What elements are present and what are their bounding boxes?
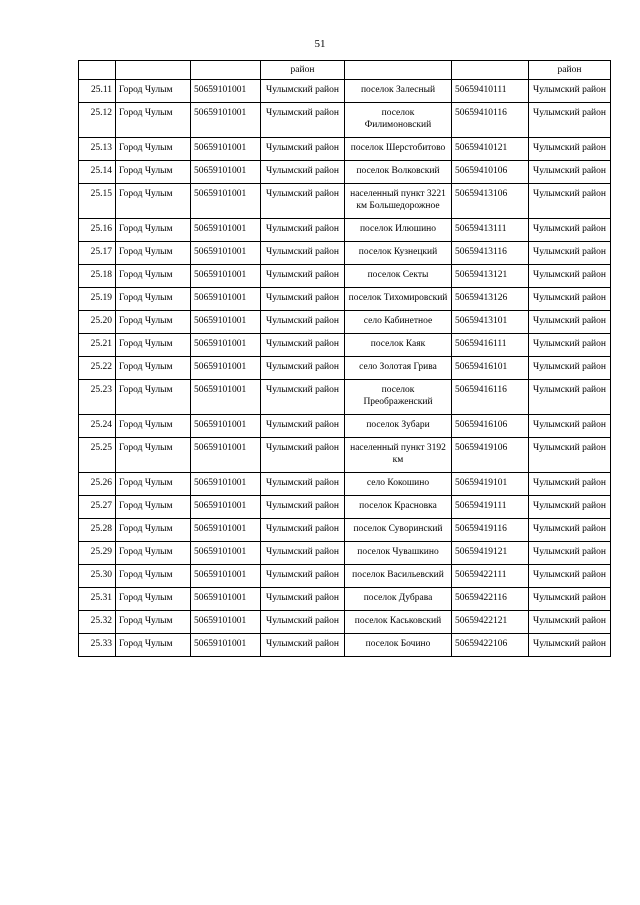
table-row	[79, 496, 611, 519]
cell-settlement: поселок Шерстобитово	[345, 138, 452, 161]
cell-district: Чулымский район	[261, 565, 345, 588]
cell-settlement-district: Чулымский район	[529, 496, 611, 519]
cell-settlement: поселок Бочино	[345, 634, 452, 657]
cell-settlement: поселок Залесный	[345, 80, 452, 103]
cell-city: Город Чулым	[116, 242, 191, 265]
settlements-table	[78, 60, 611, 657]
cell-oktmo-settlement: 50659413126	[452, 288, 529, 311]
cell-city: Город Чулым	[116, 565, 191, 588]
cell-district: Чулымский район	[261, 611, 345, 634]
cell-oktmo-settlement: 50659422111	[452, 565, 529, 588]
cell-oktmo-settlement	[452, 61, 529, 80]
cell-settlement-district: район	[529, 61, 611, 80]
cell-settlement-district: Чулымский район	[529, 138, 611, 161]
cell-oktmo-city: 50659101001	[191, 473, 261, 496]
cell-district: Чулымский район	[261, 219, 345, 242]
cell-number: 25.12	[79, 103, 116, 138]
cell-oktmo-city: 50659101001	[191, 565, 261, 588]
table-row	[79, 634, 611, 657]
cell-settlement: поселок Секты	[345, 265, 452, 288]
cell-district: Чулымский район	[261, 519, 345, 542]
cell-city: Город Чулым	[116, 611, 191, 634]
table-row	[79, 80, 611, 103]
cell-city: Город Чулым	[116, 265, 191, 288]
cell-settlement-district: Чулымский район	[529, 219, 611, 242]
cell-number: 25.29	[79, 542, 116, 565]
cell-settlement-district: Чулымский район	[529, 415, 611, 438]
cell-number: 25.33	[79, 634, 116, 657]
cell-oktmo-city: 50659101001	[191, 519, 261, 542]
cell-city: Город Чулым	[116, 380, 191, 415]
cell-district: Чулымский район	[261, 588, 345, 611]
cell-number: 25.16	[79, 219, 116, 242]
cell-oktmo-settlement: 50659416111	[452, 334, 529, 357]
cell-city: Город Чулым	[116, 357, 191, 380]
cell-oktmo-settlement: 50659416101	[452, 357, 529, 380]
cell-number: 25.15	[79, 184, 116, 219]
cell-number: 25.26	[79, 473, 116, 496]
cell-number: 25.25	[79, 438, 116, 473]
cell-number: 25.28	[79, 519, 116, 542]
cell-oktmo-settlement: 50659413116	[452, 242, 529, 265]
cell-district: Чулымский район	[261, 380, 345, 415]
cell-district: Чулымский район	[261, 496, 345, 519]
cell-district: Чулымский район	[261, 473, 345, 496]
cell-city	[116, 61, 191, 80]
cell-number: 25.19	[79, 288, 116, 311]
cell-number: 25.17	[79, 242, 116, 265]
table-row	[79, 565, 611, 588]
cell-city: Город Чулым	[116, 438, 191, 473]
cell-district: Чулымский район	[261, 103, 345, 138]
cell-oktmo-settlement: 50659419116	[452, 519, 529, 542]
table-row	[79, 265, 611, 288]
cell-settlement-district: Чулымский район	[529, 473, 611, 496]
cell-settlement-district: Чулымский район	[529, 184, 611, 219]
cell-settlement-district: Чулымский район	[529, 438, 611, 473]
cell-oktmo-city: 50659101001	[191, 288, 261, 311]
cell-district: Чулымский район	[261, 415, 345, 438]
cell-oktmo-settlement: 50659410106	[452, 161, 529, 184]
cell-number: 25.22	[79, 357, 116, 380]
cell-city: Город Чулым	[116, 161, 191, 184]
cell-settlement: поселок Каяк	[345, 334, 452, 357]
cell-number	[79, 61, 116, 80]
cell-district: Чулымский район	[261, 138, 345, 161]
cell-settlement: поселок Волковский	[345, 161, 452, 184]
table-row-continuation	[79, 61, 611, 80]
table-row	[79, 357, 611, 380]
cell-settlement-district: Чулымский район	[529, 611, 611, 634]
cell-settlement: поселок Илюшино	[345, 219, 452, 242]
cell-settlement-district: Чулымский район	[529, 380, 611, 415]
cell-settlement: поселок Васильевский	[345, 565, 452, 588]
table-row	[79, 311, 611, 334]
cell-settlement-district: Чулымский район	[529, 542, 611, 565]
table-row	[79, 542, 611, 565]
cell-settlement: поселок Суворинский	[345, 519, 452, 542]
cell-settlement-district: Чулымский район	[529, 519, 611, 542]
cell-oktmo-city: 50659101001	[191, 542, 261, 565]
cell-oktmo-settlement: 50659419111	[452, 496, 529, 519]
table-row	[79, 473, 611, 496]
cell-district: Чулымский район	[261, 311, 345, 334]
page-number: 51	[314, 38, 326, 50]
cell-oktmo-settlement: 50659410116	[452, 103, 529, 138]
cell-city: Город Чулым	[116, 80, 191, 103]
cell-settlement-district: Чулымский район	[529, 565, 611, 588]
cell-settlement-district: Чулымский район	[529, 634, 611, 657]
cell-settlement-district: Чулымский район	[529, 288, 611, 311]
cell-settlement: село Кокошино	[345, 473, 452, 496]
cell-city: Город Чулым	[116, 311, 191, 334]
cell-district: Чулымский район	[261, 634, 345, 657]
cell-oktmo-settlement: 50659413111	[452, 219, 529, 242]
cell-district: Чулымский район	[261, 265, 345, 288]
table-row	[79, 438, 611, 473]
cell-oktmo-city	[191, 61, 261, 80]
cell-settlement: населенный пункт 3221 км Большедорожное	[345, 184, 452, 219]
cell-number: 25.32	[79, 611, 116, 634]
cell-number: 25.30	[79, 565, 116, 588]
cell-settlement: поселок Преображенский	[345, 380, 452, 415]
cell-number: 25.11	[79, 80, 116, 103]
cell-district: Чулымский район	[261, 334, 345, 357]
cell-oktmo-settlement: 50659413101	[452, 311, 529, 334]
cell-settlement-district: Чулымский район	[529, 242, 611, 265]
table-row	[79, 184, 611, 219]
cell-settlement: населенный пункт 3192 км	[345, 438, 452, 473]
cell-oktmo-city: 50659101001	[191, 219, 261, 242]
cell-oktmo-city: 50659101001	[191, 265, 261, 288]
cell-district: Чулымский район	[261, 542, 345, 565]
cell-city: Город Чулым	[116, 219, 191, 242]
cell-oktmo-city: 50659101001	[191, 496, 261, 519]
cell-settlement-district: Чулымский район	[529, 161, 611, 184]
cell-settlement: поселок Кузнецкий	[345, 242, 452, 265]
table-row	[79, 334, 611, 357]
cell-oktmo-city: 50659101001	[191, 357, 261, 380]
cell-city: Город Чулым	[116, 103, 191, 138]
table-row	[79, 519, 611, 542]
cell-oktmo-city: 50659101001	[191, 80, 261, 103]
table-row	[79, 103, 611, 138]
cell-city: Город Чулым	[116, 288, 191, 311]
cell-settlement-district: Чулымский район	[529, 334, 611, 357]
cell-oktmo-settlement: 50659422121	[452, 611, 529, 634]
cell-district: Чулымский район	[261, 438, 345, 473]
cell-city: Город Чулым	[116, 334, 191, 357]
cell-number: 25.27	[79, 496, 116, 519]
table-row	[79, 380, 611, 415]
cell-city: Город Чулым	[116, 496, 191, 519]
cell-district: Чулымский район	[261, 161, 345, 184]
cell-settlement: поселок Чувашкино	[345, 542, 452, 565]
table-row	[79, 138, 611, 161]
cell-settlement-district: Чулымский район	[529, 80, 611, 103]
cell-number: 25.13	[79, 138, 116, 161]
cell-oktmo-settlement: 50659410121	[452, 138, 529, 161]
cell-settlement-district: Чулымский район	[529, 103, 611, 138]
cell-oktmo-settlement: 50659410111	[452, 80, 529, 103]
cell-oktmo-city: 50659101001	[191, 311, 261, 334]
cell-city: Город Чулым	[116, 542, 191, 565]
cell-oktmo-settlement: 50659419106	[452, 438, 529, 473]
cell-settlement-district: Чулымский район	[529, 265, 611, 288]
cell-oktmo-city: 50659101001	[191, 161, 261, 184]
cell-city: Город Чулым	[116, 634, 191, 657]
cell-settlement: поселок Каськовский	[345, 611, 452, 634]
table-row	[79, 161, 611, 184]
cell-settlement: село Золотая Грива	[345, 357, 452, 380]
table-row	[79, 415, 611, 438]
cell-oktmo-city: 50659101001	[191, 438, 261, 473]
cell-number: 25.31	[79, 588, 116, 611]
cell-settlement: поселок Тихомировский	[345, 288, 452, 311]
cell-city: Город Чулым	[116, 519, 191, 542]
cell-oktmo-settlement: 50659416116	[452, 380, 529, 415]
cell-oktmo-settlement: 50659419121	[452, 542, 529, 565]
table-row	[79, 242, 611, 265]
cell-settlement: поселок Красновка	[345, 496, 452, 519]
table-row	[79, 288, 611, 311]
cell-settlement-district: Чулымский район	[529, 357, 611, 380]
cell-district: Чулымский район	[261, 288, 345, 311]
cell-settlement-district: Чулымский район	[529, 588, 611, 611]
cell-oktmo-city: 50659101001	[191, 334, 261, 357]
cell-settlement	[345, 61, 452, 80]
cell-settlement: село Кабинетное	[345, 311, 452, 334]
cell-oktmo-settlement: 50659422116	[452, 588, 529, 611]
cell-oktmo-city: 50659101001	[191, 103, 261, 138]
table-row	[79, 611, 611, 634]
cell-settlement-district: Чулымский район	[529, 311, 611, 334]
cell-oktmo-settlement: 50659422106	[452, 634, 529, 657]
cell-district: район	[261, 61, 345, 80]
cell-number: 25.14	[79, 161, 116, 184]
cell-oktmo-settlement: 50659419101	[452, 473, 529, 496]
cell-number: 25.23	[79, 380, 116, 415]
cell-number: 25.21	[79, 334, 116, 357]
cell-oktmo-city: 50659101001	[191, 184, 261, 219]
cell-oktmo-city: 50659101001	[191, 415, 261, 438]
cell-number: 25.18	[79, 265, 116, 288]
cell-oktmo-settlement: 50659416106	[452, 415, 529, 438]
cell-city: Город Чулым	[116, 184, 191, 219]
cell-city: Город Чулым	[116, 473, 191, 496]
cell-oktmo-city: 50659101001	[191, 611, 261, 634]
cell-city: Город Чулым	[116, 138, 191, 161]
cell-oktmo-city: 50659101001	[191, 588, 261, 611]
cell-settlement: поселок Дубрава	[345, 588, 452, 611]
cell-settlement: поселок Филимоновский	[345, 103, 452, 138]
table-row	[79, 588, 611, 611]
cell-city: Город Чулым	[116, 588, 191, 611]
cell-oktmo-settlement: 50659413121	[452, 265, 529, 288]
cell-district: Чулымский район	[261, 184, 345, 219]
cell-oktmo-settlement: 50659413106	[452, 184, 529, 219]
cell-number: 25.20	[79, 311, 116, 334]
cell-settlement: поселок Зубари	[345, 415, 452, 438]
cell-oktmo-city: 50659101001	[191, 380, 261, 415]
table-row	[79, 219, 611, 242]
cell-oktmo-city: 50659101001	[191, 242, 261, 265]
cell-oktmo-city: 50659101001	[191, 634, 261, 657]
cell-city: Город Чулым	[116, 415, 191, 438]
cell-district: Чулымский район	[261, 80, 345, 103]
cell-oktmo-city: 50659101001	[191, 138, 261, 161]
cell-number: 25.24	[79, 415, 116, 438]
cell-district: Чулымский район	[261, 242, 345, 265]
cell-district: Чулымский район	[261, 357, 345, 380]
